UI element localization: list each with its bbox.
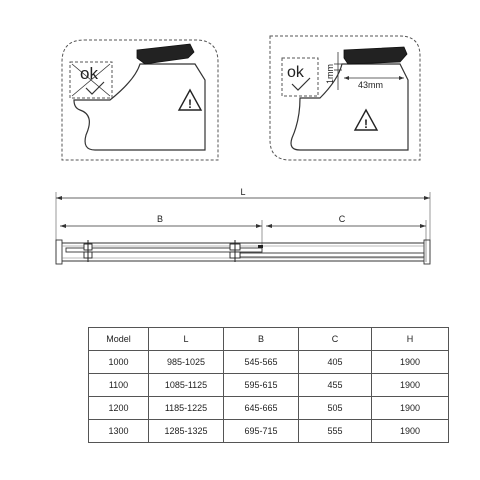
- cell-h: 1900: [372, 351, 449, 374]
- table-row: [89, 397, 449, 420]
- dim-arrow: [424, 196, 430, 200]
- detail-right-floor-outline: [291, 64, 408, 150]
- cell-l: 1085-1125: [149, 374, 224, 397]
- dim-arrow: [56, 196, 62, 200]
- cell-c: 555: [299, 420, 372, 443]
- wall-profile-left: [56, 240, 62, 264]
- cell-h: 1900: [372, 374, 449, 397]
- dim-L-label: L: [240, 187, 246, 197]
- spec-table: [88, 327, 449, 443]
- cell-b: 645-665: [224, 397, 299, 420]
- col-header-l: L: [149, 328, 224, 351]
- cell-c: 505: [299, 397, 372, 420]
- cell-model: 1300: [89, 420, 149, 443]
- cell-l: 1285-1325: [149, 420, 224, 443]
- cell-b: 545-565: [224, 351, 299, 374]
- detail-left: [62, 40, 218, 160]
- dim-arrow: [60, 224, 66, 228]
- cell-l: 985-1025: [149, 351, 224, 374]
- dim-arrow: [256, 224, 262, 228]
- dim-C-label: C: [338, 214, 346, 224]
- fixed-glass-panel: [240, 253, 424, 257]
- col-header-c: C: [299, 328, 372, 351]
- ok-label-left: ok: [80, 64, 98, 83]
- cell-h: 1900: [372, 397, 449, 420]
- dim-B-label: B: [156, 214, 164, 224]
- wall-profile-right: [424, 240, 430, 264]
- plan-view: [56, 187, 430, 264]
- dim-1mm-label: 1mm: [325, 64, 335, 84]
- cell-model: 1000: [89, 351, 149, 374]
- svg-text:!: !: [188, 97, 192, 111]
- dim-arrow: [344, 76, 349, 80]
- cell-model: 1100: [89, 374, 149, 397]
- cell-c: 405: [299, 351, 372, 374]
- cell-h: 1900: [372, 420, 449, 443]
- cell-model: 1200: [89, 397, 149, 420]
- col-header-b: B: [224, 328, 299, 351]
- svg-text:!: !: [364, 117, 368, 131]
- table-row: [89, 374, 449, 397]
- table-row: [89, 351, 449, 374]
- cell-b: 695-715: [224, 420, 299, 443]
- detail-left-profile: [137, 44, 194, 64]
- col-header-h: H: [372, 328, 449, 351]
- dim-arrow: [420, 224, 426, 228]
- cell-c: 455: [299, 374, 372, 397]
- table-row: [89, 420, 449, 443]
- detail-right-profile: [344, 47, 407, 64]
- col-header-model: Model: [89, 328, 149, 351]
- cell-l: 1185-1225: [149, 397, 224, 420]
- table-header-row: [89, 328, 449, 351]
- detail-right: [270, 36, 420, 160]
- warning-icon: [355, 110, 377, 131]
- end-stopper: [258, 245, 263, 248]
- warning-icon: [179, 90, 201, 111]
- dim-arrow: [266, 224, 272, 228]
- ok-label-right: ok: [287, 64, 304, 81]
- dim-43mm-label: 43mm: [358, 80, 384, 90]
- cell-b: 595-615: [224, 374, 299, 397]
- dim-arrow: [399, 76, 404, 80]
